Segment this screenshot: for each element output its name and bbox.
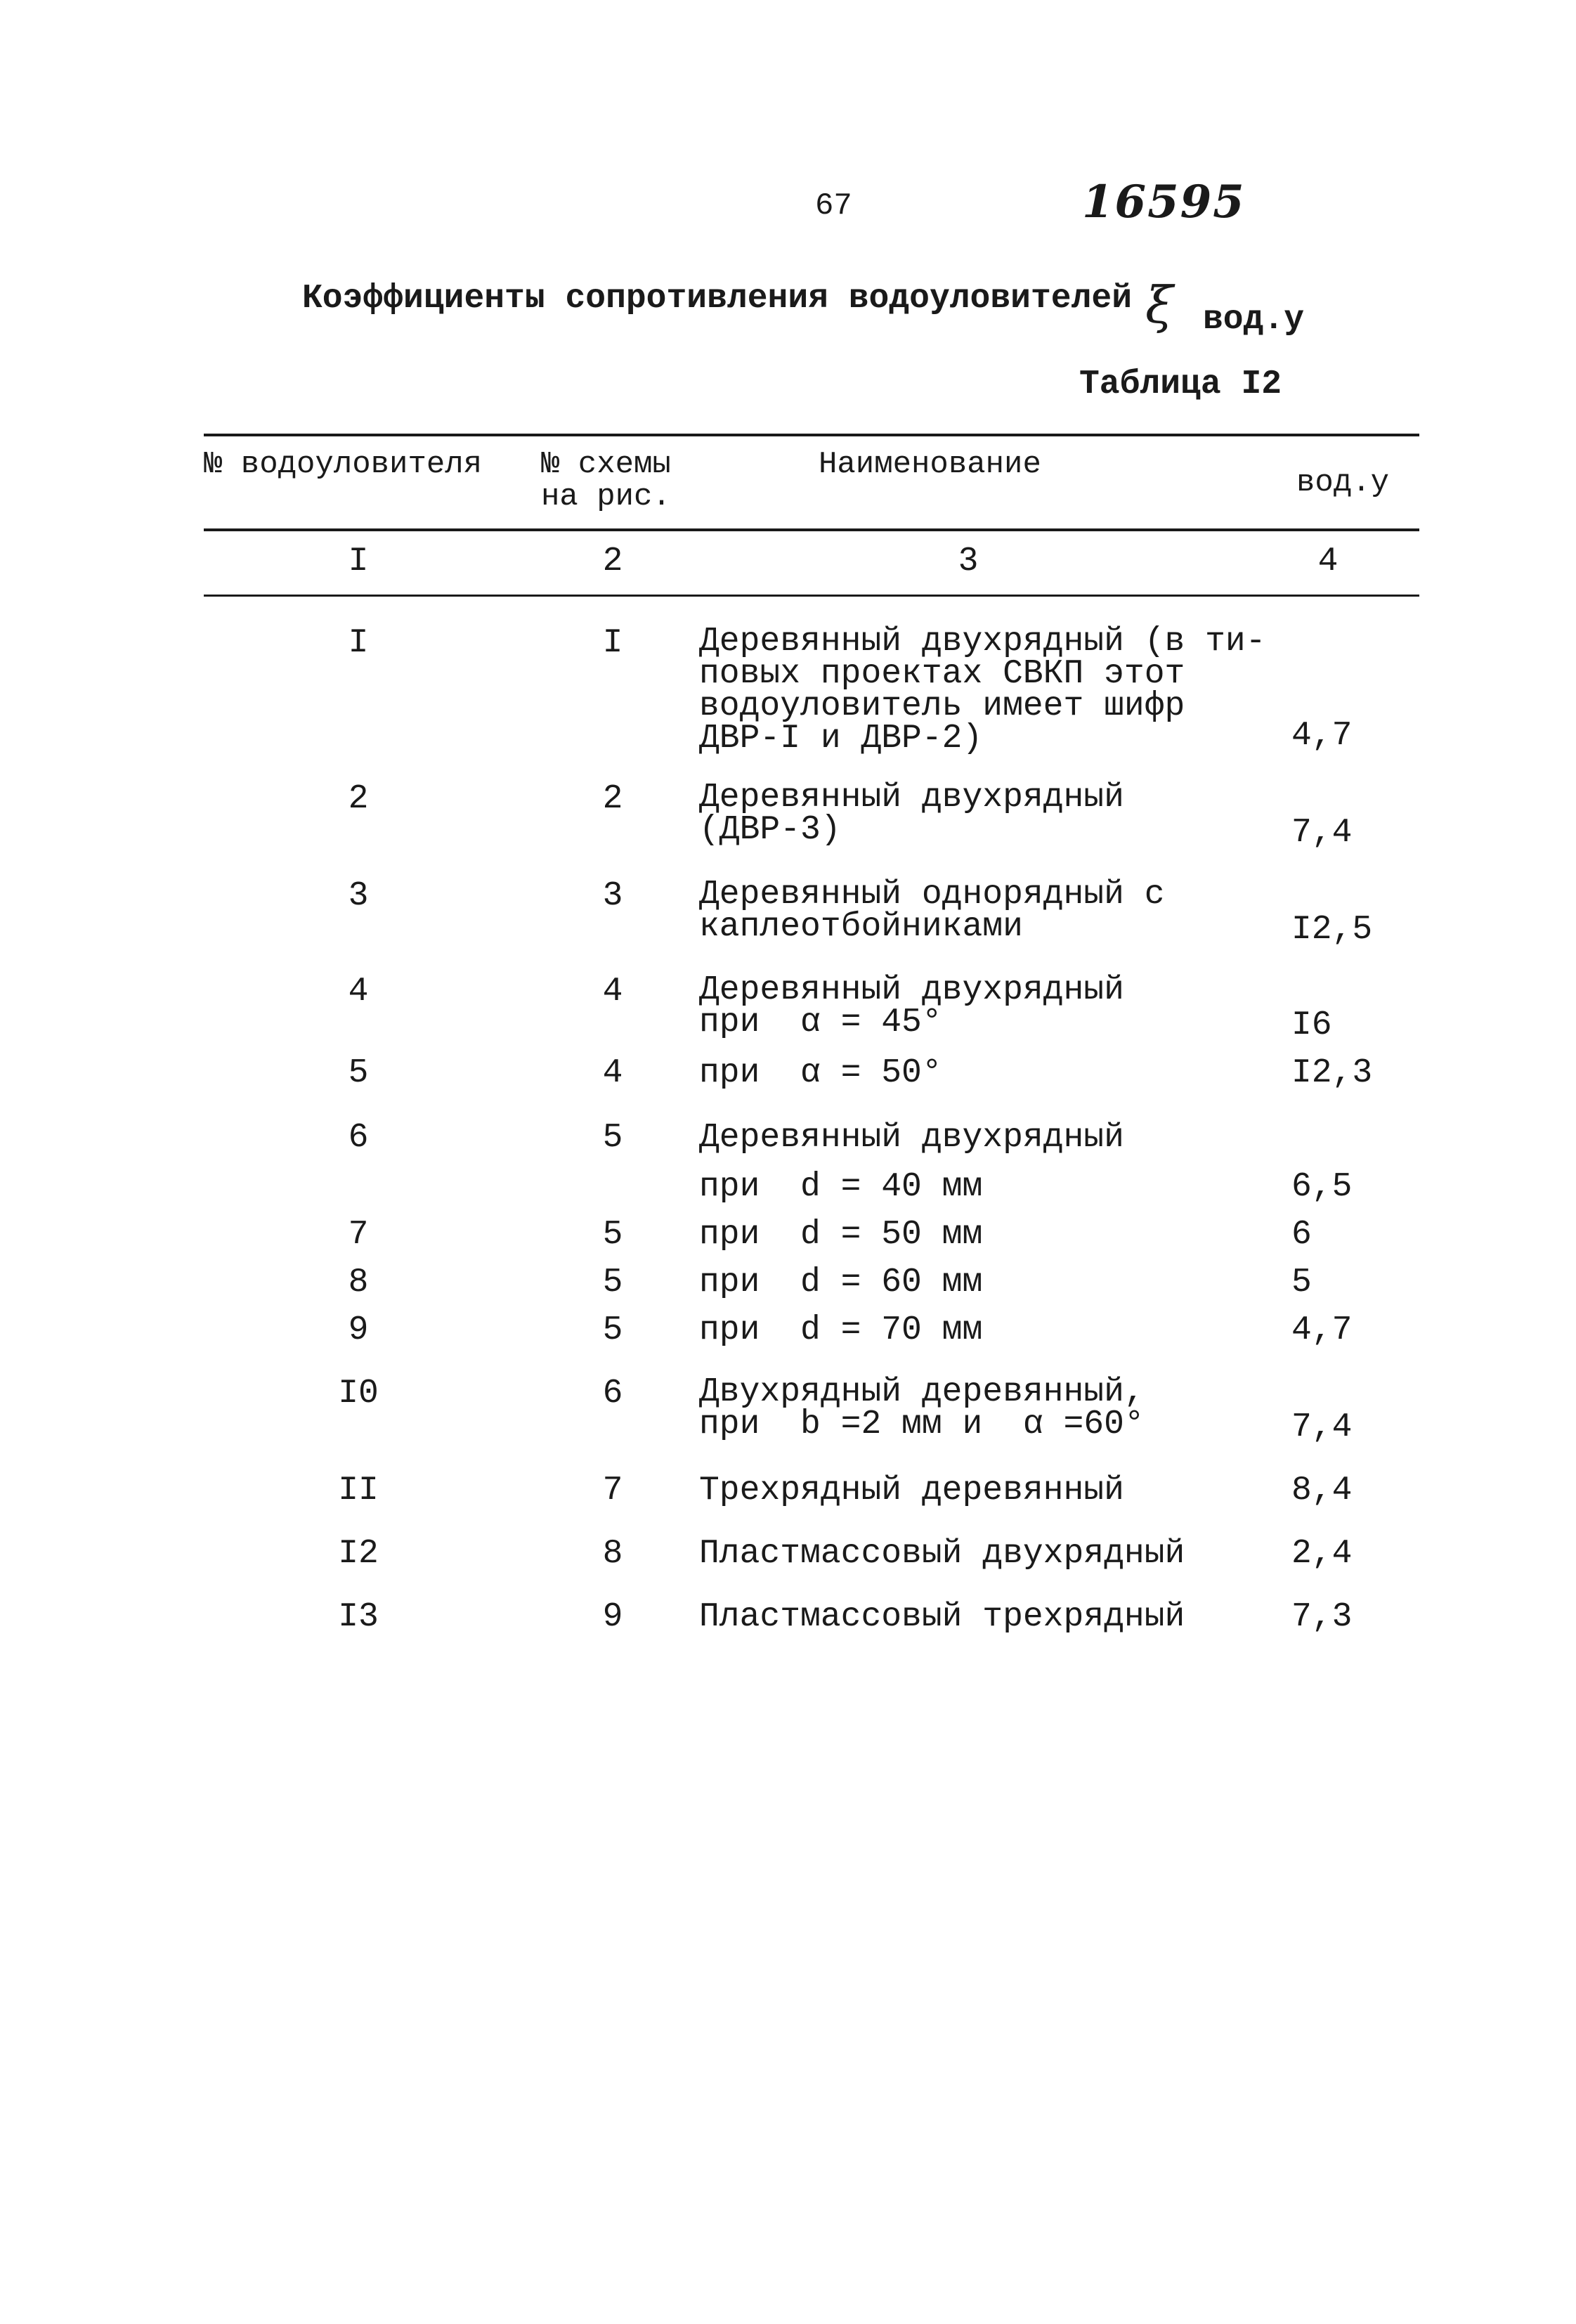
cell-name: Трехрядный деревянный [699,1472,1124,1510]
cell-value: 7,4 [1291,1408,1353,1446]
cell-name: Двухрядный деревянный, при b =2 мм и α =60° [699,1373,1145,1443]
column-number-1: I [348,543,369,580]
xi-symbol: ξ [1145,275,1173,335]
cell-scheme: 5 [602,1311,623,1349]
title-subscript: вод.у [1203,301,1305,339]
header-col2-line2: на рис. [541,479,671,514]
cell-name: при d = 60 мм [699,1264,983,1301]
cell-value: 6 [1291,1216,1312,1254]
cell-name: при d = 40 мм [699,1168,983,1206]
cell-number: 5 [348,1054,369,1092]
cell-value: 4,7 [1291,1311,1353,1349]
colnum-rule [204,595,1419,597]
cell-value: 4,7 [1291,717,1353,755]
cell-scheme: 4 [602,973,623,1011]
cell-scheme: 7 [602,1472,623,1510]
cell-name: Деревянный двухрядный [699,1119,1124,1157]
cell-number: I [348,624,369,662]
page-title: Коэффициенты сопротивления водоуловителей [302,280,1132,318]
page-number: 67 [815,188,852,223]
cell-value: I2,5 [1291,911,1373,949]
cell-number: II [338,1472,379,1510]
column-number-4: 4 [1317,543,1339,580]
cell-scheme: 4 [602,1054,623,1092]
cell-number: 3 [348,877,369,915]
cell-scheme: 8 [602,1535,623,1573]
table-top-rule [204,434,1419,436]
cell-value: 2,4 [1291,1535,1353,1573]
cell-number: 2 [348,780,369,818]
cell-number: 4 [348,973,369,1011]
cell-scheme: 5 [602,1264,623,1301]
cell-scheme: 2 [602,780,623,818]
cell-scheme: I [602,624,623,662]
cell-name: Деревянный двухрядный (в ти- повых проектах СВКП этот водоуловитель имеет шифр ДВР-I и ДВР-2) [699,623,1266,758]
header-col1: № водоуловителя [204,447,483,482]
cell-number: 6 [348,1119,369,1157]
cell-scheme: 3 [602,877,623,915]
header-col2-line1: № схемы [541,447,671,482]
cell-value: 8,4 [1291,1472,1353,1510]
cell-number: I0 [338,1375,379,1413]
cell-name: Деревянный однорядный с каплеотбойниками [699,876,1165,946]
cell-name: при α = 50° [699,1054,942,1092]
column-number-3: 3 [958,543,979,580]
header-col3: Наименование [819,447,1041,482]
cell-number: I2 [338,1535,379,1573]
cell-value: 7,4 [1291,814,1353,852]
table-label: Таблица I2 [1079,365,1282,403]
cell-value: I6 [1291,1006,1332,1044]
cell-number: 9 [348,1311,369,1349]
cell-scheme: 5 [602,1216,623,1254]
cell-number: I3 [338,1598,379,1636]
cell-name: Пластмассовый трехрядный [699,1598,1185,1636]
cell-value: 5 [1291,1264,1312,1301]
cell-name: Деревянный двухрядный (ДВР-3) [699,779,1124,849]
cell-value: 7,3 [1291,1598,1353,1636]
cell-scheme: 5 [602,1119,623,1157]
header-rule [204,528,1419,531]
header-col4: вод.у [1296,465,1390,500]
cell-number: 8 [348,1264,369,1301]
document-code: 16595 [1082,176,1246,228]
cell-name: Деревянный двухрядный при α = 45° [699,971,1124,1041]
cell-value: I2,3 [1291,1054,1373,1092]
column-number-2: 2 [602,543,623,580]
cell-scheme: 6 [602,1375,623,1413]
cell-name: Пластмассовый двухрядный [699,1535,1185,1573]
cell-value: 6,5 [1291,1168,1353,1206]
cell-name: при d = 50 мм [699,1216,983,1254]
cell-scheme: 9 [602,1598,623,1636]
cell-name: при d = 70 мм [699,1311,983,1349]
cell-number: 7 [348,1216,369,1254]
